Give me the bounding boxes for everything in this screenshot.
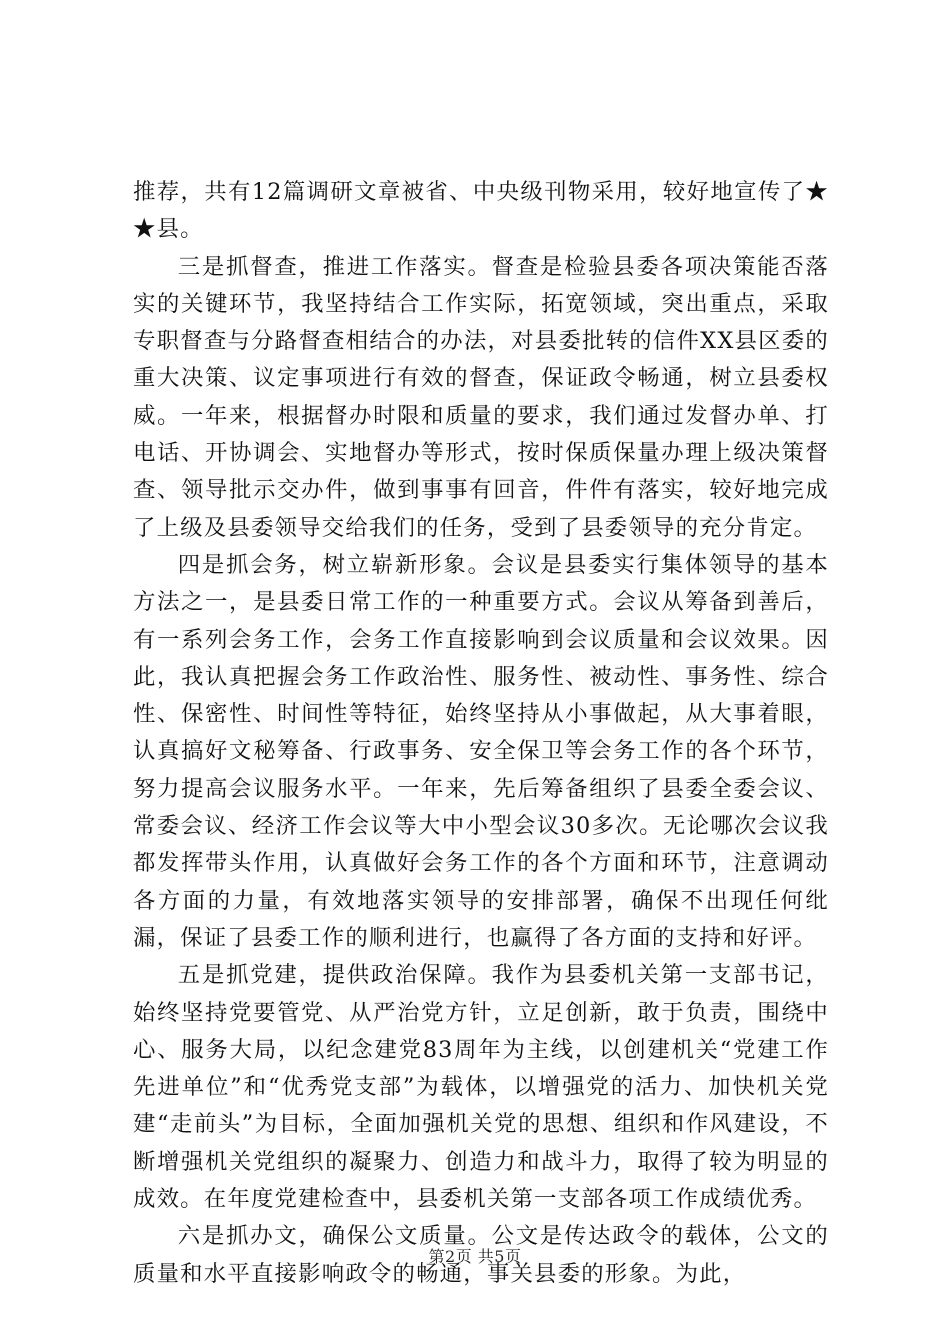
page-number-footer: 第2页 共5页 (428, 1247, 522, 1266)
paragraph-supervision: 三是抓督查，推进工作落实。督查是检验县委各项决策能否落实的关键环节，我坚持结合工作实际，拓宽领域，突出重点，采取专职督查与分路督查相结合的办法，对县委批转的信件XX县区委的重大决策、议定事项进行有效的督查，保证政令畅通，树立县委权威。一年来，根据督办时限和质量的要求，我们通过发督办单、打电话、开协调会、实地督办等形式，按时保质保量办理上级决策督查、领导批示交办件，做到事事有回音，件件有落实，较好地完成了上级及县委领导交给我们的任务，受到了县委领导的充分肯定。 (133, 253, 829, 541)
paragraph-party-building: 五是抓党建，提供政治保障。我作为县委机关第一支部书记，始终坚持党要管党、从严治党方针，立足创新，敢于负责，围绕中心、服务大局，以纪念建党83周年为主线，以创建机关“党建工作先进单位”和“优秀党支部”为载体，以增强党的活力、加快机关党建“走前头”为目标，全面加强机关党的思想、组织和作风建设，不断增强机关党组织的凝聚力、创造力和战斗力，取得了较为明显的成效。在年度党建检查中，县委机关第一支部各项工作成绩优秀。 (133, 962, 829, 1213)
document-body (133, 174, 829, 1293)
paragraph-documents: 六是抓办文，确保公文质量。公文是传达政令的载体，公文的质量和水平直接影响政令的畅通，事关县委的形象。为此， (133, 1223, 829, 1287)
paragraph-continuation: 推荐，共有12篇调研文章被省、中央级刊物采用，较好地宣传了★★县。 (133, 179, 829, 243)
paragraph-meetings: 四是抓会务，树立崭新形象。会议是县委实行集体领导的基本方法之一，是县委日常工作的一种重要方式。会议从筹备到善后，有一系列会务工作，会务工作直接影响到会议质量和会议效果。因此，我认真把握会务工作政治性、服务性、被动性、事务性、综合性、保密性、时间性等特征，始终坚持从小事做起，从大事着眼，认真搞好文秘筹备、行政事务、安全保卫等会务工作的各个环节，努力提高会议服务水平。一年来，先后筹备组织了县委全委会议、常委会议、经济工作会议等大中小型会议30多次。无论哪次会议我都发挥带头作用，认真做好会务工作的各个方面和环节，注意调动各方面的力量，有效地落实领导的安排部署，确保不出现任何纰漏，保证了县委工作的顺利进行，也赢得了各方面的支持和好评。 (133, 551, 829, 951)
